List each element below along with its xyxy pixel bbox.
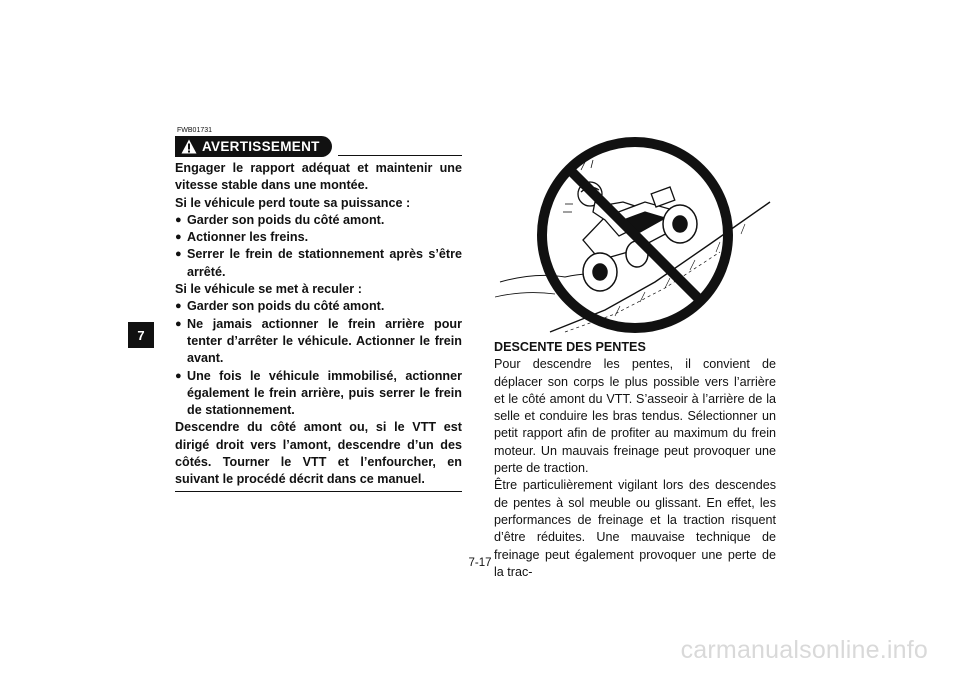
warning-intro-2: Si le véhicule perd toute sa puissance : [175, 195, 411, 210]
bullet-icon: ● [175, 248, 182, 261]
warning-closing: Descendre du côté amont ou, si le VTT est dirigé droit vers l’amont, descendre d’un des côtés. Tourner le VTT et l’enfourcher, en suivant le procédé décrit dans ce manuel. [175, 420, 462, 487]
bullet-icon: ● [175, 213, 182, 226]
chapter-tab: 7 [128, 322, 154, 348]
section-paragraph-2: Être particulièrement vigilant lors des descendes de pentes à sol meuble ou glissant. En effet, les performances de freinage et la traction risquent d’être réduites. Une mauvaise technique de freinage peut également provoquer une perte de la trac- [494, 478, 776, 579]
warning-triangle-icon [181, 139, 197, 154]
section-heading: DESCENTE DES PENTES [494, 340, 646, 354]
section-paragraph-1: Pour descendre les pentes, il convient de déplacer son corps le plus possible vers l’arrière et le côté amont du VTT. S’asseoir à l’arrière de la selle et conduire les bras tendus. Sélectionner un petit rapport afin de profiter au maximum du frein moteur. Un mauvais freinage peut provoquer une perte de traction. [494, 357, 776, 476]
section-descent [494, 339, 776, 581]
list-item: ● Garder son poids du côté amont. [175, 298, 462, 315]
list-item: ● Ne jamais actionner le frein arrière pour tenter d’arrêter le véhicule. Actionner le frein avant. [175, 316, 462, 368]
warning-code: FWB01731 [177, 127, 213, 134]
rollback-heading: Si le véhicule se met à reculer : [175, 282, 362, 297]
list-item: ● Une fois le véhicule immobilisé, actionner également le frein arrière, puis serrer le frein de stationnement. [175, 368, 462, 420]
warning-header [175, 135, 462, 157]
warning-block [175, 126, 462, 492]
no-downhill-atv-illustration [495, 132, 775, 337]
warning-label: AVERTISSEMENT [202, 138, 320, 154]
list-item: ● Garder son poids du côté amont. [175, 212, 462, 229]
bullet-icon: ● [175, 317, 182, 330]
watermark: carmanualsonline.info [680, 636, 928, 664]
warning-intro-1: Engager le rapport adéquat et maintenir une vitesse stable dans une montée. [175, 161, 462, 193]
warning-badge [175, 136, 332, 157]
bullet-icon: ● [175, 231, 182, 244]
warning-header-rule [338, 155, 462, 156]
warning-end-rule [175, 491, 462, 492]
page-number: 7-17 [468, 557, 492, 569]
list-item: ● Actionner les freins. [175, 229, 462, 246]
list-item: ● Serrer le frein de stationnement après s’être arrêté. [175, 246, 462, 281]
bullet-icon: ● [175, 369, 182, 382]
bullet-icon: ● [175, 300, 182, 313]
